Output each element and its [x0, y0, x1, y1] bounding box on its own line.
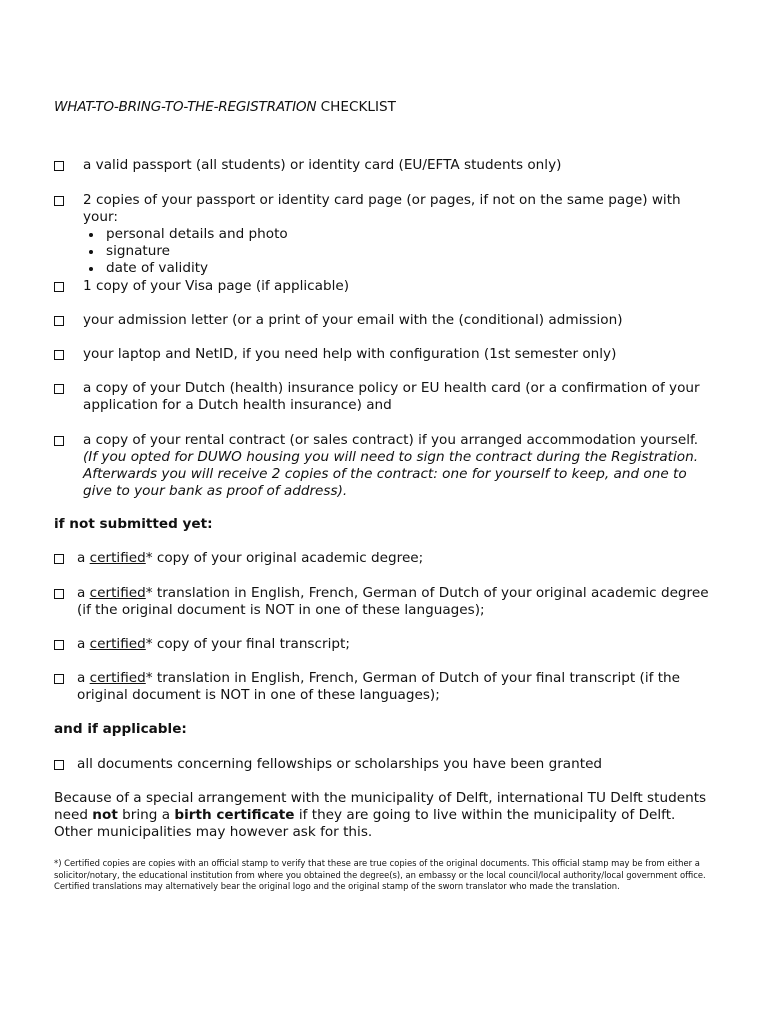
item-text-pre: a [77, 636, 90, 652]
checkbox-icon[interactable] [54, 760, 64, 770]
checkbox-icon[interactable] [54, 640, 64, 650]
certified-term: certified [89, 585, 146, 601]
certified-term: certified [89, 670, 146, 686]
checklist-item [54, 346, 714, 363]
item-text-pre: a [77, 550, 90, 566]
item-text-block [77, 585, 714, 619]
section-heading: and if applicable: [54, 721, 187, 737]
checkbox-icon[interactable] [54, 316, 64, 326]
checkbox-icon[interactable] [54, 554, 64, 564]
item-text-post: * translation in English, French, German of Dutch of your final transcript (if the original document is NOT in one of these languages); [77, 670, 681, 703]
item-text-post: * copy of your final transcript; [145, 636, 350, 652]
section-heading: if not submitted yet: [54, 516, 213, 532]
checkbox-icon[interactable] [54, 384, 64, 394]
checklist-item [54, 636, 714, 653]
item-text-post: * copy of your original academic degree; [145, 550, 424, 566]
checklist-item [54, 380, 714, 414]
title-italic: WHAT-TO-BRING-TO-THE-REGISTRATION [54, 99, 317, 115]
item-text-block [77, 670, 714, 704]
closing-text: if they are going to live within the municipality of Delft. Other municipalities may however ask for this. [54, 807, 676, 840]
checklist-item [54, 670, 714, 704]
closing-bold: birth certificate [174, 807, 295, 823]
item-text-block [77, 636, 714, 653]
item-text: your admission letter (or a print of your email with the (conditional) admission) [83, 312, 623, 328]
checkbox-icon[interactable] [54, 196, 64, 206]
certified-term: certified [89, 636, 146, 652]
item-text-post: * translation in English, French, German of Dutch of your original academic degree (if the original document is NOT in one of these languages); [77, 585, 709, 618]
item-text-block [83, 432, 714, 500]
item-text: a copy of your rental contract (or sales contract) if you arranged accommodation yourself. [83, 432, 699, 448]
footnote: *) Certified copies are copies with an official stamp to verify that these are true copies of the original documents. This official stamp may be from either a solicitor/notary, the educational institution from where you obtained the degree(s), an embassy or the local council/local authority/local government office. Certified translations may alternatively bear the original logo and the original stamp of the sworn translator who made the translation. [54, 858, 706, 892]
checklist-item [54, 550, 714, 567]
item-text-pre: a [77, 670, 90, 686]
checklist-item [54, 312, 714, 329]
certified-term: certified [89, 550, 146, 566]
bullet-item: personal details and photo [83, 226, 714, 243]
item-text: a copy of your Dutch (health) insurance policy or EU health card (or a confirmation of your application for a Dutch health insurance) and [83, 380, 700, 413]
checklist-item [54, 192, 714, 277]
closing-bold: not [92, 807, 118, 823]
checklist-item [54, 432, 714, 500]
checkbox-icon[interactable] [54, 436, 64, 446]
bullet-item: signature [83, 243, 714, 260]
checkbox-icon[interactable] [54, 589, 64, 599]
closing-text: Because of a special arrangement with the municipality of Delft, international TU Delft students need [54, 790, 707, 823]
item-text: a valid passport (all students) or identity card (EU/EFTA students only) [83, 157, 562, 173]
item-note: (If you opted for DUWO housing you will need to sign the contract during the Registration. Afterwards you will receive 2 copies of the contract: one for yourself to keep, and one to give to your bank as proof of address). [83, 449, 699, 499]
checklist-item [54, 278, 714, 295]
checklist-item [54, 756, 714, 773]
bullet-list [83, 226, 714, 277]
item-text-block [77, 550, 714, 567]
bullet-item: date of validity [83, 260, 714, 277]
item-text-pre: a [77, 585, 90, 601]
item-text: all documents concerning fellowships or scholarships you have been granted [77, 756, 603, 772]
checkbox-icon[interactable] [54, 161, 64, 171]
checklist-item [54, 157, 714, 174]
checklist-item [54, 585, 714, 619]
item-text: 1 copy of your Visa page (if applicable) [83, 278, 350, 294]
checkbox-icon[interactable] [54, 674, 64, 684]
page-title [54, 99, 396, 116]
item-text: your laptop and NetID, if you need help with configuration (1st semester only) [83, 346, 617, 362]
checkbox-icon[interactable] [54, 282, 64, 292]
closing-paragraph [54, 790, 714, 841]
checkbox-icon[interactable] [54, 350, 64, 360]
closing-text: bring a [117, 807, 175, 823]
title-plain: CHECKLIST [316, 99, 396, 115]
item-text: 2 copies of your passport or identity card page (or pages, if not on the same page) with your: [83, 192, 681, 225]
